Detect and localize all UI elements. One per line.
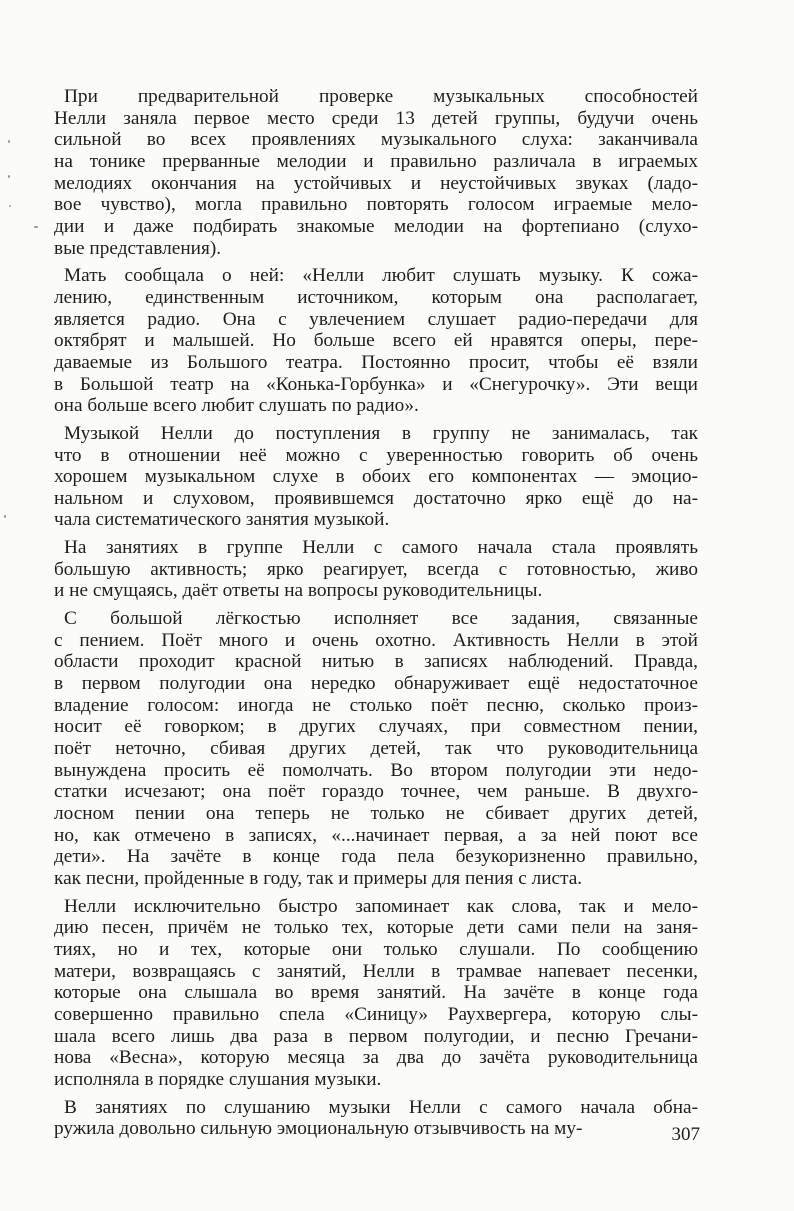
scan-speck — [8, 175, 10, 178]
text-line: Музыкой Нелли до поступления в группу не занималась, так — [64, 422, 698, 444]
text-line: На занятиях в группе Нелли с самого начала стала проявлять — [64, 537, 698, 559]
scan-speck — [9, 205, 11, 207]
text-line: статки исчезают; она поёт гораздо точнее, чем раньше. В двухго- — [54, 781, 698, 803]
text-line: на тонике прерванные мелодии и правильно различала в играемых — [54, 150, 698, 172]
scan-speck — [34, 226, 38, 228]
text-line: которые она слышала во время занятий. На зачёте в конце года — [54, 982, 698, 1004]
text-line: даваемые из Большого театра. Постоянно просит, чтобы её взяли — [54, 351, 698, 373]
paragraph — [54, 896, 698, 1091]
text-line: дию песен, причём не только тех, которые дети сами пели на заня- — [54, 917, 698, 939]
text-line: вые представления). — [54, 237, 222, 259]
text-line: в первом полугодии она нередко обнаруживает ещё недостаточное — [54, 673, 698, 695]
text-line: области проходит красной нитью в записях наблюдений. Правда, — [54, 651, 698, 673]
text-line: дии и даже подбирать знакомые мелодии на фортепиано (слухо- — [54, 215, 698, 237]
text-line: владение голосом: иногда не столько поёт песню, сколько произ- — [54, 694, 698, 716]
text-line: Нелли исключительно быстро запоминает как слова, так и мело- — [64, 895, 698, 917]
text-line: С большой лёгкостью исполняет все задания, связанные — [64, 608, 698, 630]
text-line: матери, возвращаясь с занятий, Нелли в трамвае напевает песенки, — [54, 960, 698, 982]
text-line: хорошем музыкальном слухе в обоих его компонентах — эмоцио- — [54, 466, 698, 488]
text-line: сильной во всех проявлениях музыкального слуха: заканчивала — [54, 129, 698, 151]
text-line: лосном пении она теперь не только не сбивает других детей, — [54, 803, 698, 824]
text-line: она больше всего любит слушать по радио». — [54, 395, 419, 417]
text-line: является радио. Она с увлечением слушает радио-передачи для — [54, 308, 698, 330]
paragraph — [54, 265, 698, 417]
text-line: Нелли заняла первое место среди 13 детей группы, будучи очень — [54, 107, 698, 129]
text-line: совершенно правильно спела «Синицу» Раухвергера, которую слы- — [54, 1003, 698, 1025]
text-line: что в отношении неё можно с уверенностью говорить об очень — [54, 444, 698, 466]
text-line: тиях, но и тех, которые они только слушали. По сообщению — [54, 938, 698, 960]
text-line: дети». На зачёте в конце года пела безукоризненно правильно, — [54, 846, 698, 868]
scan-speck — [4, 515, 6, 518]
text-line: нова «Весна», которую месяца за два до зачёта руководительница — [54, 1047, 698, 1069]
text-line: вынуждена просить её помолчать. Во втором полугодии эти недо- — [54, 759, 698, 781]
text-line: В занятиях по слушанию музыки Нелли с самого начала обна- — [64, 1096, 698, 1118]
text-line: в Большой театр на «Конька-Горбунка» и «Снегурочку». Эти вещи — [54, 373, 698, 395]
text-line: исполняла в порядке слушания музыки. — [54, 1068, 382, 1090]
text-line: ружила довольно сильную эмоциональную отзывчивость на му- — [54, 1118, 583, 1140]
text-line: октябрят и малышей. Но больше всего ей нравятся оперы, пере- — [54, 330, 698, 352]
scan-speck — [8, 140, 10, 143]
text-line: лению, единственным источником, которым она располагает, — [54, 286, 698, 308]
paragraph — [54, 86, 698, 259]
text-line: шала всего лишь два раза в первом полугодии, и песню Гречани- — [54, 1025, 698, 1047]
text-line: с пением. Поёт много и очень охотно. Активность Нелли в этой — [54, 629, 698, 651]
text-line: нальном и слуховом, проявившемся достаточно ярко ещё до на- — [54, 487, 698, 509]
page-number: 307 — [671, 1124, 700, 1145]
paragraph — [54, 537, 698, 602]
body-text — [54, 86, 698, 1146]
text-line: но, как отмечено в записях, «...начинает первая, а за ней поют все — [54, 824, 698, 846]
paragraph — [54, 423, 698, 531]
text-line: При предварительной проверке музыкальных способностей — [64, 86, 698, 107]
text-line: мелодиях окончания на устойчивых и неустойчивых звуках (ладо- — [54, 172, 698, 194]
text-line: большую активность; ярко реагирует, всегда с готовностью, живо — [54, 558, 698, 580]
text-line: поёт неточно, сбивая других детей, так что руководительница — [54, 738, 698, 760]
text-line: вое чувство), могла правильно повторять голосом играемые мело- — [54, 194, 698, 216]
paragraph — [54, 608, 698, 890]
text-line: Мать сообщала о ней: «Нелли любит слушать музыку. К сожа- — [64, 265, 698, 287]
paragraph — [54, 1097, 698, 1140]
text-line: чала систематического занятия музыкой. — [54, 509, 390, 531]
text-line: как песни, пройденные в году, так и примеры для пения с листа. — [54, 867, 583, 889]
text-line: носит её говорком; в других случаях, при совместном пении, — [54, 716, 698, 738]
text-line: и не смущаясь, даёт ответы на вопросы руководительницы. — [54, 580, 543, 602]
